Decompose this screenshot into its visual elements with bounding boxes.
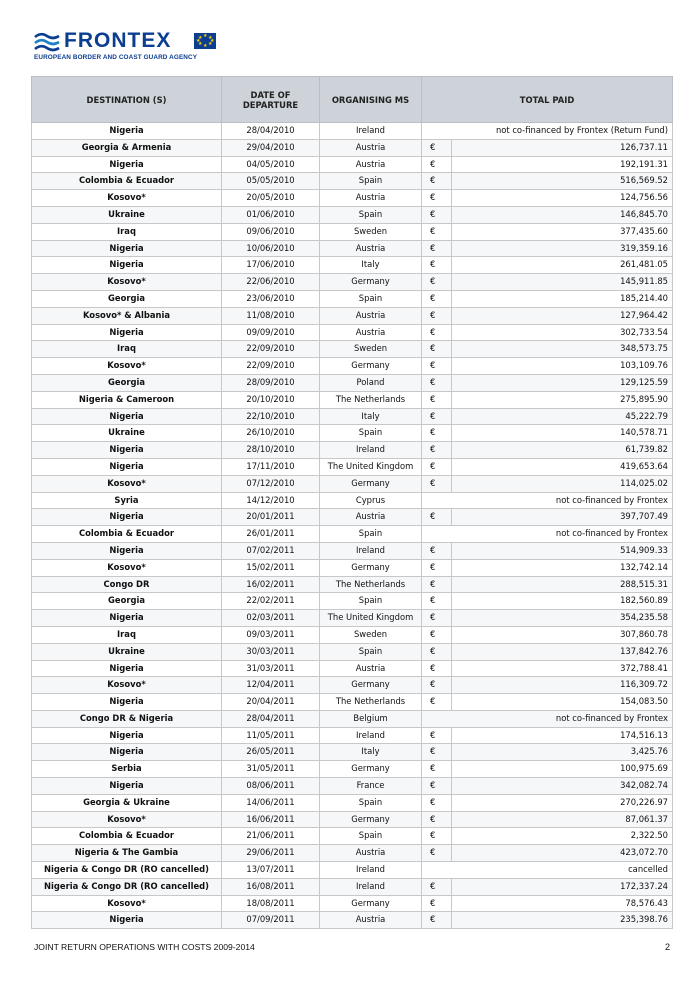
total-paid-cell: 2,322.50 xyxy=(452,828,673,845)
organising-ms-cell: Ireland xyxy=(320,862,422,879)
table-row xyxy=(32,257,673,274)
total-paid-cell: 78,576.43 xyxy=(452,895,673,912)
departure-date-cell: 08/06/2011 xyxy=(222,778,320,795)
total-paid-cell: 182,560.89 xyxy=(452,593,673,610)
departure-date-cell: 09/09/2010 xyxy=(222,324,320,341)
departure-date-cell: 07/12/2010 xyxy=(222,475,320,492)
total-paid-cell: 372,788.41 xyxy=(452,660,673,677)
table-row xyxy=(32,761,673,778)
departure-date-cell: 30/03/2011 xyxy=(222,643,320,660)
table-row xyxy=(32,374,673,391)
destination-cell: Iraq xyxy=(32,626,222,643)
departure-date-cell: 12/04/2011 xyxy=(222,677,320,694)
table-row xyxy=(32,845,673,862)
departure-date-cell: 15/02/2011 xyxy=(222,559,320,576)
table-row xyxy=(32,660,673,677)
table-row xyxy=(32,878,673,895)
table-row xyxy=(32,593,673,610)
total-paid-cell: 114,025.02 xyxy=(452,475,673,492)
table-row xyxy=(32,694,673,711)
departure-date-cell: 29/04/2010 xyxy=(222,139,320,156)
destination-cell: Ukraine xyxy=(32,643,222,660)
organising-ms-cell: Austria xyxy=(320,509,422,526)
currency-cell: € xyxy=(422,811,452,828)
destination-cell: Nigeria xyxy=(32,240,222,257)
total-paid-cell: 61,739.82 xyxy=(452,442,673,459)
currency-cell: € xyxy=(422,794,452,811)
organising-ms-cell: Sweden xyxy=(320,341,422,358)
organising-ms-cell: Germany xyxy=(320,559,422,576)
table-row xyxy=(32,811,673,828)
departure-date-cell: 28/09/2010 xyxy=(222,374,320,391)
destination-cell: Nigeria xyxy=(32,442,222,459)
destination-cell: Iraq xyxy=(32,341,222,358)
total-paid-cell: 235,398.76 xyxy=(452,912,673,929)
organising-ms-cell: Belgium xyxy=(320,710,422,727)
destination-cell: Georgia xyxy=(32,290,222,307)
organising-ms-cell: Austria xyxy=(320,660,422,677)
currency-cell: € xyxy=(422,358,452,375)
table-row xyxy=(32,156,673,173)
table-row xyxy=(32,123,673,140)
departure-date-cell: 14/12/2010 xyxy=(222,492,320,509)
total-paid-cell: 172,337.24 xyxy=(452,878,673,895)
destination-cell: Nigeria xyxy=(32,324,222,341)
organising-ms-cell: Ireland xyxy=(320,727,422,744)
organising-ms-cell: Austria xyxy=(320,307,422,324)
organising-ms-cell: Ireland xyxy=(320,542,422,559)
currency-cell: € xyxy=(422,290,452,307)
destination-cell: Kosovo* & Albania xyxy=(32,307,222,324)
departure-date-cell: 23/06/2010 xyxy=(222,290,320,307)
departure-date-cell: 31/03/2011 xyxy=(222,660,320,677)
total-paid-cell: 129,125.59 xyxy=(452,374,673,391)
destination-cell: Congo DR & Nigeria xyxy=(32,710,222,727)
total-paid-note-cell: not co-financed by Frontex xyxy=(422,710,673,727)
organising-ms-cell: Spain xyxy=(320,593,422,610)
destination-cell: Nigeria xyxy=(32,123,222,140)
destination-cell: Iraq xyxy=(32,223,222,240)
total-paid-cell: 397,707.49 xyxy=(452,509,673,526)
total-paid-cell: 270,226.97 xyxy=(452,794,673,811)
organising-ms-cell: Sweden xyxy=(320,626,422,643)
currency-cell: € xyxy=(422,408,452,425)
column-header-destination: DESTINATION (S) xyxy=(32,77,222,123)
column-header-organising-ms: ORGANISING MS xyxy=(320,77,422,123)
organising-ms-cell: Spain xyxy=(320,206,422,223)
departure-date-cell: 17/11/2010 xyxy=(222,458,320,475)
organising-ms-cell: Spain xyxy=(320,425,422,442)
currency-cell: € xyxy=(422,694,452,711)
destination-cell: Nigeria xyxy=(32,610,222,627)
table-row xyxy=(32,559,673,576)
destination-cell: Nigeria xyxy=(32,694,222,711)
currency-cell: € xyxy=(422,458,452,475)
currency-cell: € xyxy=(422,610,452,627)
departure-date-cell: 11/08/2010 xyxy=(222,307,320,324)
table-row xyxy=(32,626,673,643)
departure-date-cell: 28/10/2010 xyxy=(222,442,320,459)
total-paid-cell: 423,072.70 xyxy=(452,845,673,862)
currency-cell: € xyxy=(422,727,452,744)
destination-cell: Georgia & Ukraine xyxy=(32,794,222,811)
destination-cell: Nigeria xyxy=(32,744,222,761)
total-paid-cell: 516,569.52 xyxy=(452,173,673,190)
organising-ms-cell: Spain xyxy=(320,828,422,845)
table-row xyxy=(32,475,673,492)
total-paid-cell: 514,909.33 xyxy=(452,542,673,559)
organising-ms-cell: France xyxy=(320,778,422,795)
currency-cell: € xyxy=(422,257,452,274)
departure-date-cell: 05/05/2010 xyxy=(222,173,320,190)
departure-date-cell: 11/05/2011 xyxy=(222,727,320,744)
destination-cell: Georgia & Armenia xyxy=(32,139,222,156)
logo-wordmark: FRONTEX xyxy=(64,29,172,52)
total-paid-cell: 124,756.56 xyxy=(452,190,673,207)
organising-ms-cell: Germany xyxy=(320,677,422,694)
organising-ms-cell: Germany xyxy=(320,274,422,291)
total-paid-cell: 132,742.14 xyxy=(452,559,673,576)
currency-cell: € xyxy=(422,442,452,459)
organising-ms-cell: Austria xyxy=(320,845,422,862)
destination-cell: Georgia xyxy=(32,593,222,610)
departure-date-cell: 09/06/2010 xyxy=(222,223,320,240)
departure-date-cell: 10/06/2010 xyxy=(222,240,320,257)
total-paid-cell: 146,845.70 xyxy=(452,206,673,223)
total-paid-cell: 348,573.75 xyxy=(452,341,673,358)
currency-cell: € xyxy=(422,744,452,761)
destination-cell: Kosovo* xyxy=(32,274,222,291)
departure-date-cell: 22/06/2010 xyxy=(222,274,320,291)
destination-cell: Nigeria xyxy=(32,458,222,475)
departure-date-cell: 07/09/2011 xyxy=(222,912,320,929)
destination-cell: Kosovo* xyxy=(32,559,222,576)
organising-ms-cell: Spain xyxy=(320,526,422,543)
total-paid-cell: 154,083.50 xyxy=(452,694,673,711)
destination-cell: Kosovo* xyxy=(32,475,222,492)
departure-date-cell: 31/05/2011 xyxy=(222,761,320,778)
total-paid-cell: 261,481.05 xyxy=(452,257,673,274)
total-paid-cell: 116,309.72 xyxy=(452,677,673,694)
destination-cell: Nigeria xyxy=(32,257,222,274)
table-row xyxy=(32,744,673,761)
table-row xyxy=(32,290,673,307)
destination-cell: Ukraine xyxy=(32,206,222,223)
total-paid-note-cell: not co-financed by Frontex xyxy=(422,492,673,509)
currency-cell: € xyxy=(422,643,452,660)
departure-date-cell: 13/07/2011 xyxy=(222,862,320,879)
organising-ms-cell: Ireland xyxy=(320,442,422,459)
table-row xyxy=(32,727,673,744)
total-paid-cell: 275,895.90 xyxy=(452,391,673,408)
table-row xyxy=(32,576,673,593)
destination-cell: Nigeria xyxy=(32,156,222,173)
departure-date-cell: 21/06/2011 xyxy=(222,828,320,845)
currency-cell: € xyxy=(422,828,452,845)
total-paid-cell: 319,359.16 xyxy=(452,240,673,257)
page-number: 2 xyxy=(664,942,670,952)
destination-cell: Kosovo* xyxy=(32,677,222,694)
currency-cell: € xyxy=(422,139,452,156)
destination-cell: Nigeria xyxy=(32,727,222,744)
total-paid-cell: 103,109.76 xyxy=(452,358,673,375)
total-paid-cell: 302,733.54 xyxy=(452,324,673,341)
table-row xyxy=(32,307,673,324)
organising-ms-cell: Spain xyxy=(320,643,422,660)
destination-cell: Syria xyxy=(32,492,222,509)
total-paid-cell: 342,082.74 xyxy=(452,778,673,795)
destination-cell: Georgia xyxy=(32,374,222,391)
destination-cell: Nigeria xyxy=(32,660,222,677)
departure-date-cell: 20/04/2011 xyxy=(222,694,320,711)
currency-cell: € xyxy=(422,475,452,492)
currency-cell: € xyxy=(422,509,452,526)
organising-ms-cell: Austria xyxy=(320,190,422,207)
organising-ms-cell: Spain xyxy=(320,173,422,190)
total-paid-cell: 419,653.64 xyxy=(452,458,673,475)
currency-cell: € xyxy=(422,274,452,291)
table-row xyxy=(32,173,673,190)
currency-cell: € xyxy=(422,240,452,257)
departure-date-cell: 16/06/2011 xyxy=(222,811,320,828)
currency-cell: € xyxy=(422,324,452,341)
organising-ms-cell: Italy xyxy=(320,408,422,425)
total-paid-cell: 3,425.76 xyxy=(452,744,673,761)
destination-cell: Colombia & Ecuador xyxy=(32,828,222,845)
destination-cell: Serbia xyxy=(32,761,222,778)
departure-date-cell: 22/02/2011 xyxy=(222,593,320,610)
table-row xyxy=(32,408,673,425)
currency-cell: € xyxy=(422,778,452,795)
currency-cell: € xyxy=(422,341,452,358)
organising-ms-cell: The United Kingdom xyxy=(320,458,422,475)
departure-date-cell: 07/02/2011 xyxy=(222,542,320,559)
total-paid-cell: 145,911.85 xyxy=(452,274,673,291)
logo-subtitle: EUROPEAN BORDER AND COAST GUARD AGENCY xyxy=(34,54,198,61)
total-paid-cell: 174,516.13 xyxy=(452,727,673,744)
destination-cell: Nigeria xyxy=(32,408,222,425)
total-paid-cell: 192,191.31 xyxy=(452,156,673,173)
organising-ms-cell: Austria xyxy=(320,240,422,257)
organising-ms-cell: Spain xyxy=(320,794,422,811)
departure-date-cell: 18/08/2011 xyxy=(222,895,320,912)
frontex-logo xyxy=(34,30,224,60)
total-paid-cell: 126,737.11 xyxy=(452,139,673,156)
total-paid-cell: 137,842.76 xyxy=(452,643,673,660)
currency-cell: € xyxy=(422,878,452,895)
organising-ms-cell: Poland xyxy=(320,374,422,391)
departure-date-cell: 16/08/2011 xyxy=(222,878,320,895)
organising-ms-cell: The United Kingdom xyxy=(320,610,422,627)
column-header-total-paid: TOTAL PAID xyxy=(422,77,673,123)
organising-ms-cell: Cyprus xyxy=(320,492,422,509)
departure-date-cell: 14/06/2011 xyxy=(222,794,320,811)
currency-cell: € xyxy=(422,190,452,207)
table-body xyxy=(32,123,673,929)
total-paid-note-cell: not co-financed by Frontex xyxy=(422,526,673,543)
currency-cell: € xyxy=(422,593,452,610)
return-operations-table-container xyxy=(31,76,672,929)
organising-ms-cell: Germany xyxy=(320,811,422,828)
table-row xyxy=(32,526,673,543)
total-paid-cell: 307,860.78 xyxy=(452,626,673,643)
table-row xyxy=(32,190,673,207)
currency-cell: € xyxy=(422,542,452,559)
table-row xyxy=(32,139,673,156)
table-row xyxy=(32,425,673,442)
currency-cell: € xyxy=(422,845,452,862)
table-row xyxy=(32,778,673,795)
currency-cell: € xyxy=(422,173,452,190)
departure-date-cell: 26/01/2011 xyxy=(222,526,320,543)
destination-cell: Colombia & Ecuador xyxy=(32,173,222,190)
table-header-row xyxy=(32,77,673,123)
table-row xyxy=(32,710,673,727)
departure-date-cell: 26/10/2010 xyxy=(222,425,320,442)
organising-ms-cell: Austria xyxy=(320,324,422,341)
organising-ms-cell: Austria xyxy=(320,139,422,156)
destination-cell: Nigeria & Congo DR (RO cancelled) xyxy=(32,878,222,895)
table-row xyxy=(32,274,673,291)
currency-cell: € xyxy=(422,677,452,694)
table-row xyxy=(32,240,673,257)
table-row xyxy=(32,509,673,526)
organising-ms-cell: Italy xyxy=(320,257,422,274)
destination-cell: Kosovo* xyxy=(32,190,222,207)
destination-cell: Kosovo* xyxy=(32,811,222,828)
organising-ms-cell: Sweden xyxy=(320,223,422,240)
organising-ms-cell: Ireland xyxy=(320,123,422,140)
departure-date-cell: 28/04/2011 xyxy=(222,710,320,727)
total-paid-cell: 45,222.79 xyxy=(452,408,673,425)
destination-cell: Nigeria & Congo DR (RO cancelled) xyxy=(32,862,222,879)
table-row xyxy=(32,358,673,375)
destination-cell: Nigeria xyxy=(32,912,222,929)
departure-date-cell: 09/03/2011 xyxy=(222,626,320,643)
currency-cell: € xyxy=(422,912,452,929)
destination-cell: Nigeria xyxy=(32,509,222,526)
total-paid-cell: 100,975.69 xyxy=(452,761,673,778)
total-paid-cell: 185,214.40 xyxy=(452,290,673,307)
table-row xyxy=(32,895,673,912)
currency-cell: € xyxy=(422,761,452,778)
eu-flag-icon: ★ ★ ★ ★ ★ ★ ★ ★ xyxy=(196,33,215,49)
currency-cell: € xyxy=(422,626,452,643)
table-row xyxy=(32,862,673,879)
departure-date-cell: 22/09/2010 xyxy=(222,358,320,375)
organising-ms-cell: Italy xyxy=(320,744,422,761)
departure-date-cell: 22/09/2010 xyxy=(222,341,320,358)
organising-ms-cell: Spain xyxy=(320,290,422,307)
destination-cell: Nigeria xyxy=(32,778,222,795)
table-row xyxy=(32,643,673,660)
organising-ms-cell: Austria xyxy=(320,912,422,929)
departure-date-cell: 01/06/2010 xyxy=(222,206,320,223)
table-row xyxy=(32,794,673,811)
table-row xyxy=(32,492,673,509)
total-paid-note-cell: not co-financed by Frontex (Return Fund) xyxy=(422,123,673,140)
currency-cell: € xyxy=(422,660,452,677)
organising-ms-cell: Germany xyxy=(320,475,422,492)
organising-ms-cell: The Netherlands xyxy=(320,576,422,593)
organising-ms-cell: The Netherlands xyxy=(320,391,422,408)
destination-cell: Congo DR xyxy=(32,576,222,593)
table-row xyxy=(32,912,673,929)
total-paid-cell: 127,964.42 xyxy=(452,307,673,324)
currency-cell: € xyxy=(422,895,452,912)
currency-cell: € xyxy=(422,374,452,391)
destination-cell: Kosovo* xyxy=(32,895,222,912)
table-row xyxy=(32,610,673,627)
departure-date-cell: 22/10/2010 xyxy=(222,408,320,425)
currency-cell: € xyxy=(422,156,452,173)
table-row xyxy=(32,324,673,341)
organising-ms-cell: Austria xyxy=(320,156,422,173)
destination-cell: Nigeria & Cameroon xyxy=(32,391,222,408)
table-row xyxy=(32,341,673,358)
organising-ms-cell: Germany xyxy=(320,761,422,778)
column-header-date: DATE OF DEPARTURE xyxy=(222,77,320,123)
currency-cell: € xyxy=(422,559,452,576)
destination-cell: Kosovo* xyxy=(32,358,222,375)
total-paid-cell: 87,061.37 xyxy=(452,811,673,828)
destination-cell: Ukraine xyxy=(32,425,222,442)
destination-cell: Colombia & Ecuador xyxy=(32,526,222,543)
departure-date-cell: 04/05/2010 xyxy=(222,156,320,173)
total-paid-cell: 354,235.58 xyxy=(452,610,673,627)
destination-cell: Nigeria xyxy=(32,542,222,559)
table-row xyxy=(32,223,673,240)
return-operations-table xyxy=(31,76,673,929)
destination-cell: Nigeria & The Gambia xyxy=(32,845,222,862)
departure-date-cell: 28/04/2010 xyxy=(222,123,320,140)
total-paid-cell: 140,578.71 xyxy=(452,425,673,442)
table-row xyxy=(32,391,673,408)
departure-date-cell: 02/03/2011 xyxy=(222,610,320,627)
departure-date-cell: 20/05/2010 xyxy=(222,190,320,207)
footer-title: JOINT RETURN OPERATIONS WITH COSTS 2009-2014 xyxy=(34,942,255,952)
departure-date-cell: 16/02/2011 xyxy=(222,576,320,593)
departure-date-cell: 20/01/2011 xyxy=(222,509,320,526)
table-row xyxy=(32,542,673,559)
total-paid-cell: 288,515.31 xyxy=(452,576,673,593)
currency-cell: € xyxy=(422,425,452,442)
table-row xyxy=(32,677,673,694)
total-paid-cell: 377,435.60 xyxy=(452,223,673,240)
organising-ms-cell: Germany xyxy=(320,895,422,912)
currency-cell: € xyxy=(422,307,452,324)
frontex-wave-icon xyxy=(34,32,60,52)
total-paid-note-cell: cancelled xyxy=(422,862,673,879)
currency-cell: € xyxy=(422,223,452,240)
table-row xyxy=(32,206,673,223)
departure-date-cell: 26/05/2011 xyxy=(222,744,320,761)
table-row xyxy=(32,458,673,475)
currency-cell: € xyxy=(422,391,452,408)
organising-ms-cell: Ireland xyxy=(320,878,422,895)
departure-date-cell: 20/10/2010 xyxy=(222,391,320,408)
departure-date-cell: 29/06/2011 xyxy=(222,845,320,862)
departure-date-cell: 17/06/2010 xyxy=(222,257,320,274)
currency-cell: € xyxy=(422,206,452,223)
organising-ms-cell: Germany xyxy=(320,358,422,375)
currency-cell: € xyxy=(422,576,452,593)
table-row xyxy=(32,828,673,845)
table-row xyxy=(32,442,673,459)
organising-ms-cell: The Netherlands xyxy=(320,694,422,711)
